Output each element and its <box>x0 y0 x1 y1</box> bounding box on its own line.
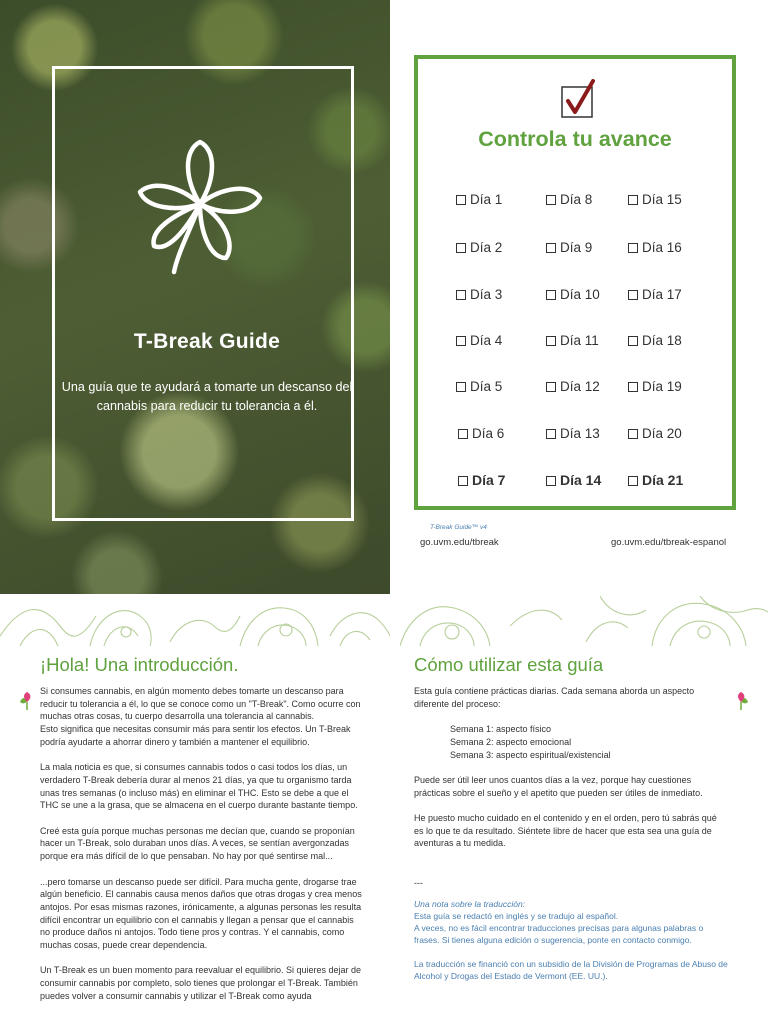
day-checkbox-20[interactable]: Día 20 <box>628 426 682 441</box>
day-checkbox-15[interactable]: Día 15 <box>628 192 682 207</box>
intro-body <box>40 685 362 1003</box>
intro-paragraph: Creé esta guía porque muchas personas me decían que, cuando se proponían hacer un T-Break, solo duraban unos días. A veces, se sentían avergonzadas porque era más difícil de lo que pensaban. No hay por qué sentirse mal... <box>40 825 355 862</box>
checkbox-icon <box>458 429 468 439</box>
intro-paragraph: La mala noticia es que, si consumes cannabis todos o casi todos los días, un verdadero T-Break debería durar al menos 21 días, ya que tu organismo tarda unas tres semanas (o incluso más) en eliminar el THC. Esto se debe a que el THC se une a la grasa, que se almacena en el cuerpo durante bastante tiempo. <box>40 762 358 811</box>
checkbox-icon <box>546 429 556 439</box>
progress-tracker <box>414 55 736 510</box>
checkbox-icon <box>458 476 468 486</box>
checkbox-icon <box>546 336 556 346</box>
checkbox-icon <box>628 243 638 253</box>
intro-paragraph: Si consumes cannabis, en algún momento debes tomarte un descanso para reducir tu tolerancia a él, lo que se conoce como un "T-Break". Como ocurre con muchas otras cosas, tu cuerpo desarrolla una tolerancia al cannabis. Esto significa que necesitas consumir más para sentir los efectos. Un T-Break podría ayudarte a ahorrar dinero y también a mantener el equilibrio. <box>40 686 361 747</box>
day-checkbox-17[interactable]: Día 17 <box>628 287 682 302</box>
day-checkbox-8[interactable]: Día 8 <box>546 192 592 207</box>
day-checkbox-9[interactable]: Día 9 <box>546 240 592 255</box>
day-checkbox-21[interactable]: Día 21 <box>628 472 683 488</box>
day-checkbox-11[interactable]: Día 11 <box>546 333 599 348</box>
week-item: Semana 2: aspecto emocional <box>450 736 572 747</box>
checkbox-icon <box>628 429 638 439</box>
checkbox-icon <box>628 290 638 300</box>
checkbox-icon <box>628 382 638 392</box>
translation-note <box>414 898 730 982</box>
flower-bud-icon <box>730 690 752 712</box>
checkbox-icon <box>628 336 638 346</box>
separator: --- <box>414 878 423 888</box>
day-checkbox-19[interactable]: Día 19 <box>628 379 682 394</box>
day-checkbox-10[interactable]: Día 10 <box>546 287 600 302</box>
week-item: Semana 1: aspecto físico <box>450 724 552 735</box>
checkbox-icon <box>628 195 638 205</box>
checkbox-icon <box>456 336 466 346</box>
day-checkbox-6[interactable]: Día 6 <box>458 426 504 441</box>
howto-paragraph: Puede ser útil leer unos cuantos días a la vez, porque hay cuestiones prácticas sobre el sueño y el apetito que pueden ser útiles de inmediato. <box>414 774 703 798</box>
week-list <box>414 723 726 761</box>
day-checkbox-7[interactable]: Día 7 <box>458 472 505 488</box>
day-checkbox-12[interactable]: Día 12 <box>546 379 600 394</box>
funding-note: La traducción se financió con un subsidio de la División de Programas de Abuso de Alcohol y Drogas del Estado de Vermont (EE. UU.). <box>414 959 728 981</box>
howto-body <box>414 685 726 850</box>
day-checkbox-13[interactable]: Día 13 <box>546 426 600 441</box>
cover-title: T-Break Guide <box>133 330 281 353</box>
checkbox-icon <box>546 290 556 300</box>
day-checkbox-5[interactable]: Día 5 <box>456 379 502 394</box>
checkbox-icon <box>456 290 466 300</box>
day-checkbox-2[interactable]: Día 2 <box>456 240 502 255</box>
floral-border-left <box>0 596 390 646</box>
checkbox-icon <box>456 382 466 392</box>
day-checkbox-3[interactable]: Día 3 <box>456 287 502 302</box>
note-line: Esta guía se redactó en inglés y se tradujo al español. <box>414 911 619 921</box>
day-checkbox-18[interactable]: Día 18 <box>628 333 682 348</box>
day-checkbox-1[interactable]: Día 1 <box>456 192 502 207</box>
intro-paragraph: Un T-Break es un buen momento para reevaluar el equilibrio. Si quieres dejar de consumir cannabis por completo, solo tienes que prolongar el T-Break. También puedes volver a consumir cannabis y utilizar el T-Break como ayuda <box>40 965 362 1001</box>
week-item: Semana 3: aspecto espiritual/existencial <box>450 749 611 760</box>
checkbox-icon <box>546 195 556 205</box>
howto-paragraph: He puesto mucho cuidado en el contenido y en el orden, pero tú sabrás qué es lo que te da resultado. Siéntete libre de hacer que esta sea una guía de aventuras a tu medida. <box>414 812 717 849</box>
flower-logo-icon <box>126 134 274 282</box>
checkbox-check-icon <box>560 79 598 119</box>
checkbox-icon <box>628 476 638 486</box>
intro-heading: ¡Hola! Una introducción. <box>40 654 239 675</box>
day-checkbox-4[interactable]: Día 4 <box>456 333 502 348</box>
note-line: A veces, no es fácil encontrar traducciones precisas para algunas palabras o frases. Si tienes alguna edición o sugerencia, ponte en contacto conmigo. <box>414 923 704 945</box>
checkbox-icon <box>546 382 556 392</box>
url-tbreak[interactable]: go.uvm.edu/tbreak <box>420 537 499 548</box>
day-checkbox-14[interactable]: Día 14 <box>546 472 601 488</box>
cover-subtitle: Una guía que te ayudará a tomarte un descanso del cannabis para reducir tu tolerancia a él. <box>61 380 353 413</box>
version-note: T-Break Guide™ v4 <box>430 524 487 531</box>
tracker-title: Controla tu avance <box>478 127 672 151</box>
checkbox-icon <box>546 243 556 253</box>
cover-panel <box>0 0 390 594</box>
checkbox-icon <box>456 195 466 205</box>
howto-heading: Cómo utilizar esta guía <box>414 654 604 675</box>
note-heading: Una nota sobre la traducción: <box>414 899 526 909</box>
intro-paragraph: ...pero tomarse un descanso puede ser difícil. Para mucha gente, drogarse trae algún beneficio. El cannabis causa menos daños que otras drogas y crea menos antojos. Por esas mismas razones, irónicamente, a algunas personas les resulta difícil encontrar un equilibrio con el cannabis y llegan a pensar que el cannabis no produce daños ni antojos. Todo tiene pros y contras. Y el cannabis, como muchas cosas, puede crear dependencia. <box>40 876 362 951</box>
howto-paragraph: Esta guía contiene prácticas diarias. Cada semana aborda un aspecto diferente del proceso: <box>414 686 695 709</box>
floral-border-right <box>400 596 768 646</box>
checkbox-icon <box>456 243 466 253</box>
url-tbreak-espanol[interactable]: go.uvm.edu/tbreak-espanol <box>611 537 727 548</box>
flower-bud-icon <box>16 690 38 712</box>
day-checkbox-16[interactable]: Día 16 <box>628 240 682 255</box>
checkbox-icon <box>546 476 556 486</box>
